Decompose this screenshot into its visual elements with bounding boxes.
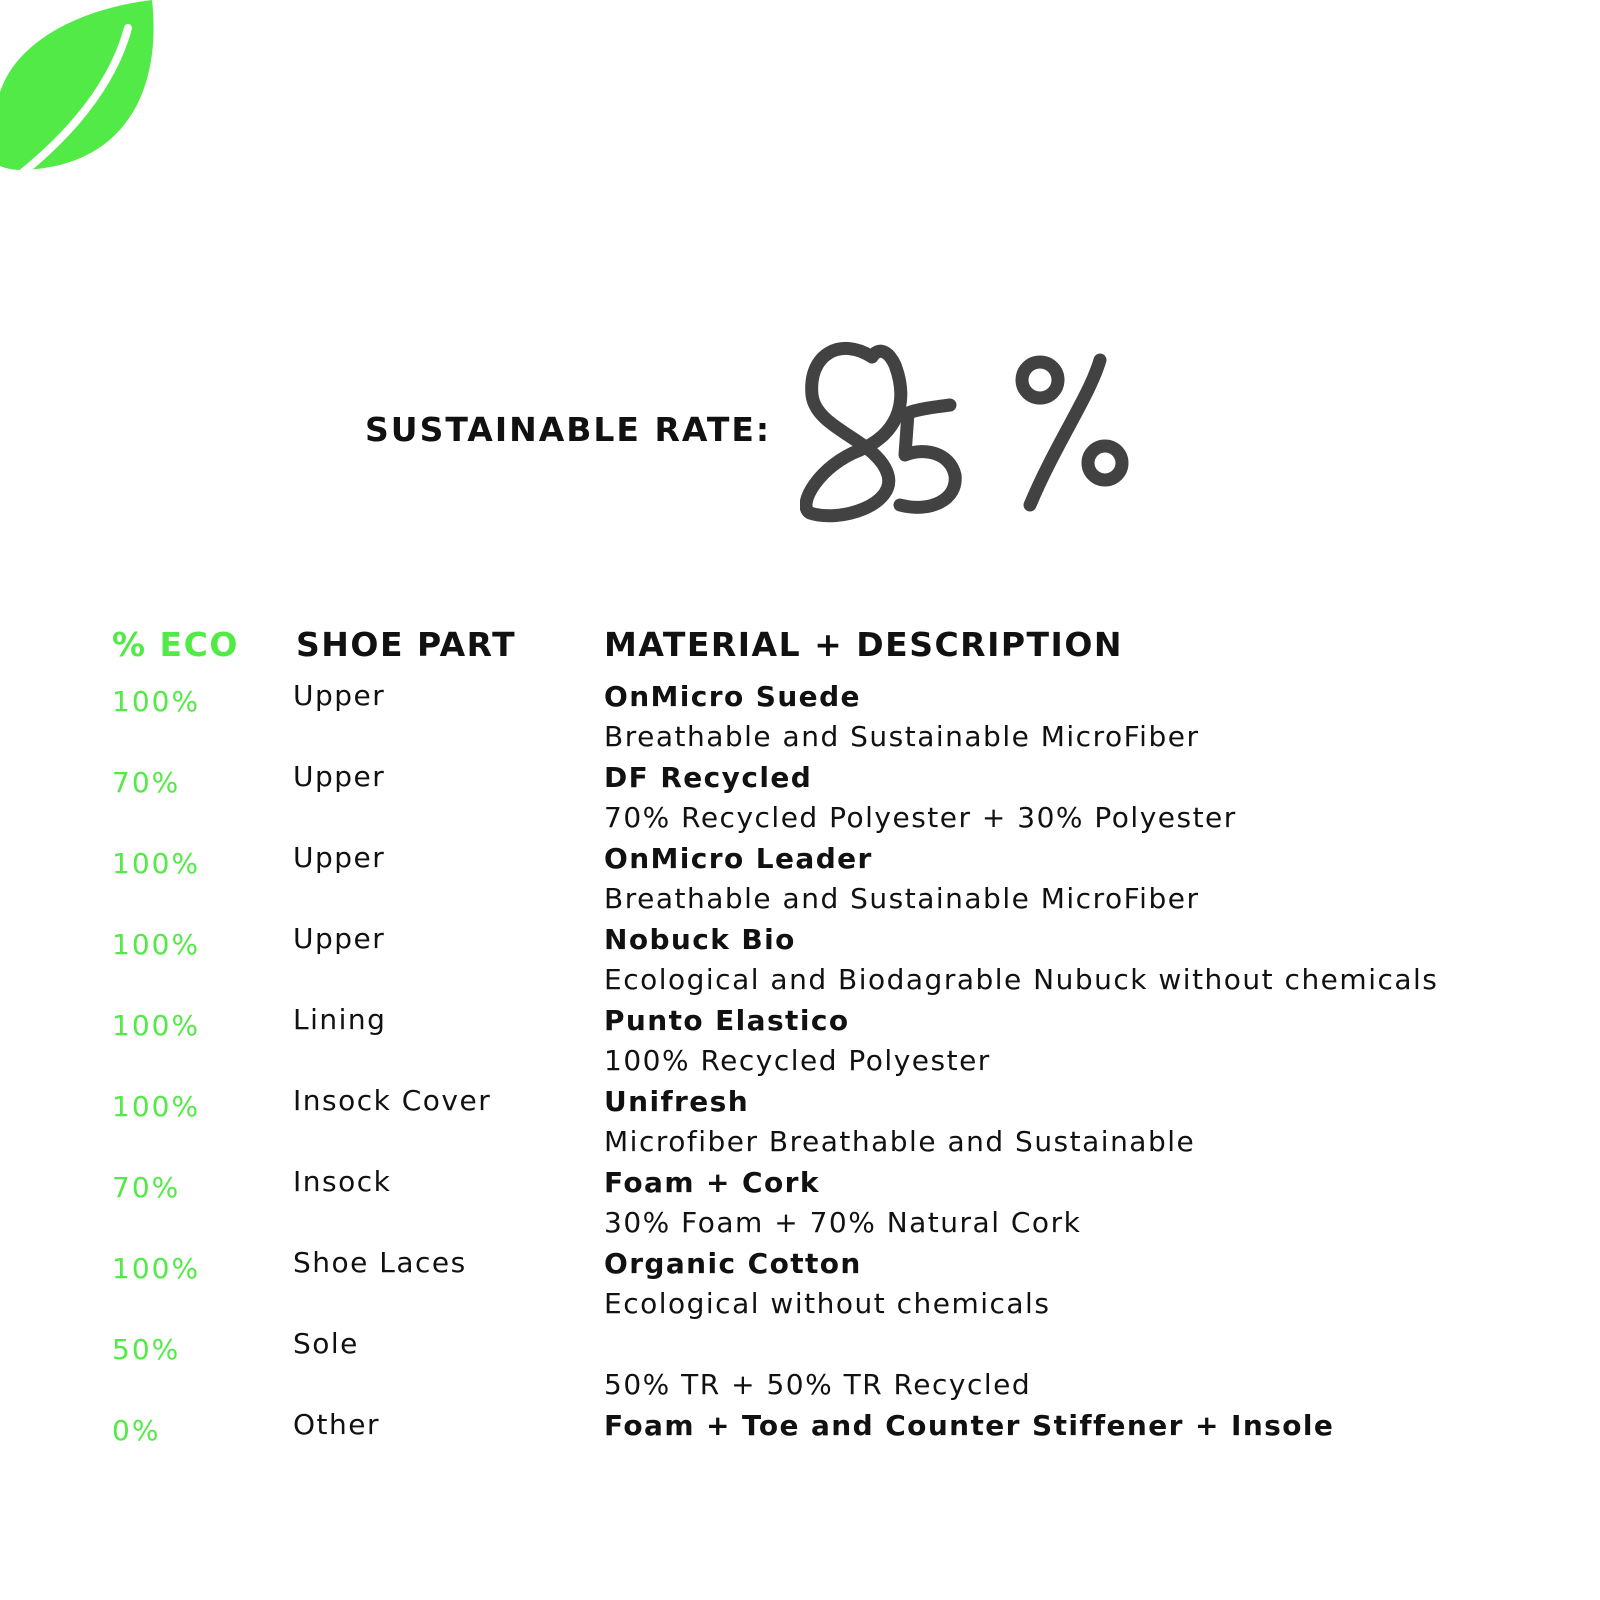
material-description: Breathable and Sustainable MicroFiber [604, 882, 1200, 915]
material-name: Unifresh [604, 1085, 750, 1118]
table-row [0, 1080, 1600, 1161]
table-row [0, 756, 1600, 837]
sustainable-rate-handwritten-value [800, 335, 1170, 535]
table-row [0, 999, 1600, 1080]
eco-percent: 70% [112, 766, 181, 799]
table-row [0, 1242, 1600, 1323]
table-row [0, 837, 1600, 918]
eco-percent: 100% [112, 928, 201, 961]
shoe-part: Upper [293, 922, 386, 955]
eco-percent: 70% [112, 1171, 181, 1204]
material-description: Microfiber Breathable and Sustainable [604, 1125, 1196, 1158]
shoe-part: Sole [293, 1327, 359, 1360]
eco-percent: 0% [112, 1414, 161, 1447]
sustainable-rate-label: SUSTAINABLE RATE: [365, 410, 772, 449]
eco-percent: 100% [112, 1009, 201, 1042]
header-shoe-part: SHOE PART [296, 625, 517, 664]
eco-percent: 100% [112, 1252, 201, 1285]
shoe-part: Lining [293, 1003, 387, 1036]
shoe-part: Upper [293, 841, 386, 874]
material-name: DF Recycled [604, 761, 813, 794]
material-description: Ecological without chemicals [604, 1287, 1051, 1320]
material-name: Foam + Toe and Counter Stiffener + Insole [604, 1409, 1335, 1442]
table-row [0, 1404, 1600, 1485]
material-description: Breathable and Sustainable MicroFiber [604, 720, 1200, 753]
material-name: OnMicro Suede [604, 680, 861, 713]
table-row [0, 675, 1600, 756]
material-name: Nobuck Bio [604, 923, 796, 956]
eco-percent: 100% [112, 847, 201, 880]
shoe-part: Shoe Laces [293, 1246, 467, 1279]
material-name: Foam + Cork [604, 1166, 820, 1199]
material-description: 100% Recycled Polyester [604, 1044, 991, 1077]
shoe-part: Insock [293, 1165, 392, 1198]
table-row [0, 1161, 1600, 1242]
material-name: OnMicro Leader [604, 842, 873, 875]
header-material-description: MATERIAL + DESCRIPTION [604, 625, 1124, 664]
shoe-part: Insock Cover [293, 1084, 492, 1117]
eco-percent: 50% [112, 1333, 181, 1366]
table-header [0, 625, 1600, 675]
materials-table [0, 675, 1600, 1485]
shoe-part: Upper [293, 679, 386, 712]
table-row [0, 918, 1600, 999]
material-description: 30% Foam + 70% Natural Cork [604, 1206, 1082, 1239]
eco-percent: 100% [112, 685, 201, 718]
table-row [0, 1323, 1600, 1404]
leaf-logo-icon [0, 0, 160, 200]
material-description: 70% Recycled Polyester + 30% Polyester [604, 801, 1237, 834]
shoe-part: Other [293, 1408, 381, 1441]
header-eco: % ECO [112, 625, 239, 664]
material-name: Punto Elastico [604, 1004, 850, 1037]
material-description: 50% TR + 50% TR Recycled [604, 1368, 1032, 1401]
material-description: Ecological and Biodagrable Nubuck without chemicals [604, 963, 1439, 996]
eco-percent: 100% [112, 1090, 201, 1123]
shoe-part: Upper [293, 760, 386, 793]
material-name: Organic Cotton [604, 1247, 862, 1280]
